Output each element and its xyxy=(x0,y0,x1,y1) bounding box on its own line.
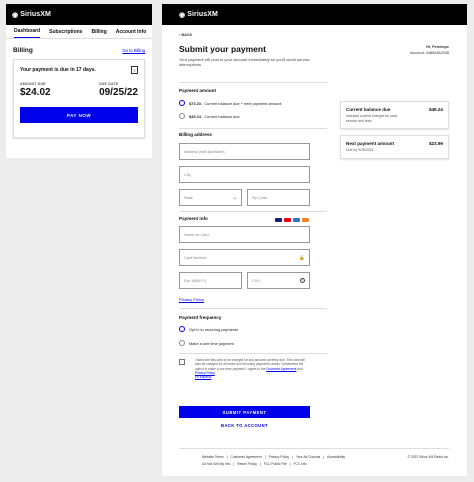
next-payment-note: Due by 9/26/2022 xyxy=(346,148,374,152)
card-number-placeholder: Card Number xyxy=(184,255,207,260)
mastercard-icon xyxy=(284,218,291,222)
name-on-card-input[interactable]: Name on Card xyxy=(179,226,310,243)
cvv-placeholder: CVV xyxy=(252,278,260,283)
submit-payment-button[interactable]: SUBMIT PAYMENT xyxy=(179,406,310,418)
recurring-radio[interactable] xyxy=(179,326,185,332)
amount-option-2-radio[interactable] xyxy=(179,113,185,119)
footer-link[interactable]: Privacy Policy xyxy=(268,455,290,459)
footer-link[interactable]: Your Ad Choices xyxy=(295,455,321,459)
amount-option-1-amount: $73.23 xyxy=(189,101,201,106)
billing-title: Billing xyxy=(13,47,33,54)
due-date-label: DUE DATE xyxy=(99,82,119,86)
divider xyxy=(179,308,327,309)
recurring-label[interactable]: Opt in to recurring payments xyxy=(189,327,239,332)
next-payment-card xyxy=(340,135,449,159)
back-link[interactable] xyxy=(179,33,192,37)
footer-divider xyxy=(179,448,449,449)
footer-link[interactable]: Do Not Sell My Info xyxy=(202,462,231,466)
footer-link[interactable]: FCC Info xyxy=(293,462,307,466)
address-input[interactable]: Address (with Apt/Suite) xyxy=(179,143,310,160)
payment-panel xyxy=(162,4,467,476)
account-info xyxy=(410,45,449,56)
billing-card xyxy=(13,59,145,138)
zip-input[interactable]: Zip Code xyxy=(247,189,310,206)
amount-due-label: AMOUNT DUE xyxy=(20,82,46,86)
state-select[interactable] xyxy=(179,189,242,206)
top-bar xyxy=(6,4,152,25)
payment-info-title: Payment info xyxy=(179,216,208,221)
back-to-account-link[interactable]: BACK TO ACCOUNT xyxy=(221,423,268,428)
privacy-policy-link[interactable]: Privacy Policy xyxy=(179,297,204,302)
one-time-label[interactable]: Make a one time payment xyxy=(189,341,234,346)
divider xyxy=(179,353,327,354)
dashboard-panel xyxy=(6,4,152,158)
tab-subscriptions[interactable]: Subscriptions xyxy=(49,29,83,35)
amex-icon xyxy=(293,218,300,222)
chevron-down-icon: ⌄ xyxy=(232,194,237,201)
dashboard-tabs xyxy=(6,25,152,39)
footer-sep: | xyxy=(292,455,293,459)
divider xyxy=(179,82,327,83)
expiry-input[interactable]: Exp (MM/YY) xyxy=(179,272,242,289)
footer-sep: | xyxy=(264,455,266,459)
logo-glyph-icon: ◉ xyxy=(12,11,19,19)
footer-link[interactable]: Return Policy xyxy=(237,462,257,466)
consent-body: I authorize this card to be charged for any amount currently due. This card will also be charged for all future and recurring payments unless I deselected the option to make a one time payment. I agree to the xyxy=(195,358,305,371)
en-espanol-link[interactable]: En Español xyxy=(195,375,212,380)
consent-text xyxy=(195,358,310,379)
state-placeholder: State xyxy=(184,195,193,200)
current-balance-value: $49.24 xyxy=(428,107,443,112)
footer-link[interactable]: Accessibility xyxy=(327,455,346,459)
amount-option-1-radio[interactable] xyxy=(179,100,185,106)
current-balance-note: Includes current charges for past service and fees xyxy=(346,114,397,123)
amount-option-1-desc: - Current balance due + next payment amount xyxy=(200,101,282,106)
statement-icon[interactable]: ≡ xyxy=(131,66,138,74)
payment-amount-title: Payment amount xyxy=(179,88,217,93)
help-circle-icon[interactable]: ? xyxy=(301,278,304,283)
tab-dashboard[interactable]: Dashboard xyxy=(14,28,40,38)
footer-link[interactable]: Website Terms xyxy=(202,455,224,459)
account-number: Account: 44850482938 xyxy=(409,50,449,55)
top-bar xyxy=(162,4,467,25)
logo-text: SiriusXM xyxy=(187,11,218,18)
pay-now-button[interactable]: PAY NOW xyxy=(20,107,138,123)
consent-and: and xyxy=(297,366,303,371)
visa-icon xyxy=(275,218,282,222)
account-name: Hi, Penelope xyxy=(426,45,449,49)
one-time-radio[interactable] xyxy=(179,340,185,346)
due-message: Your payment is due in 17 days. xyxy=(20,67,96,73)
tab-billing[interactable]: Billing xyxy=(91,29,107,35)
current-balance-card xyxy=(340,101,449,129)
go-to-billing-link[interactable]: Go to Billing xyxy=(122,48,145,53)
footer-links-row-2 xyxy=(202,462,307,466)
amount-option-1-label[interactable] xyxy=(189,101,281,106)
footer-links-row-1 xyxy=(202,455,345,459)
divider xyxy=(179,211,327,212)
siriusxm-logo[interactable] xyxy=(179,11,218,19)
footer-sep: | xyxy=(226,455,228,459)
current-balance-label: Current balance due xyxy=(346,107,391,112)
footer-sep: | xyxy=(259,462,261,466)
footer-sep: | xyxy=(289,462,291,466)
amount-option-2-label[interactable] xyxy=(189,114,240,119)
copyright: © 2022 Sirius XM Radio Inc. xyxy=(407,455,449,459)
page-title: Submit your payment xyxy=(179,44,266,54)
billing-address-title: Billing address xyxy=(179,132,212,137)
next-payment-value: $23.99 xyxy=(428,141,443,146)
due-date-value: 09/25/22 xyxy=(99,87,138,98)
cvv-input[interactable] xyxy=(247,272,310,289)
footer-sep: | xyxy=(233,462,235,466)
consent-privacy-link[interactable]: Privacy Policy xyxy=(195,370,215,375)
footer-link[interactable]: FCC Public File xyxy=(263,462,287,466)
amount-option-2-desc: - Current balance due xyxy=(200,114,240,119)
logo-text: SiriusXM xyxy=(20,11,51,18)
customer-agreement-link[interactable]: Customer Agreement xyxy=(266,366,297,371)
footer-link[interactable]: Customer Agreement xyxy=(230,455,262,459)
footer-sep: | xyxy=(323,455,325,459)
page-subtitle: Your payment will post to your account immediately so you'll avoid service interruptions. xyxy=(179,57,310,67)
back-label: BACK xyxy=(181,33,193,37)
amount-due-value: $24.02 xyxy=(20,87,51,98)
siriusxm-logo[interactable] xyxy=(12,11,51,19)
amount-option-2-amount: $49.24 xyxy=(189,114,201,119)
tab-account-info[interactable]: Account Info xyxy=(115,29,147,35)
discover-icon xyxy=(302,218,309,222)
next-payment-label: Next payment amount xyxy=(346,141,394,146)
chevron-left-icon: ‹ xyxy=(179,33,182,37)
lock-icon: 🔒 xyxy=(299,254,305,260)
consent-checkbox[interactable] xyxy=(179,359,185,365)
card-number-input[interactable] xyxy=(179,249,310,266)
divider xyxy=(179,128,327,129)
city-input[interactable]: City xyxy=(179,166,310,183)
payment-frequency-title: Payment frequency xyxy=(179,315,222,320)
logo-glyph-icon: ◉ xyxy=(179,11,186,19)
